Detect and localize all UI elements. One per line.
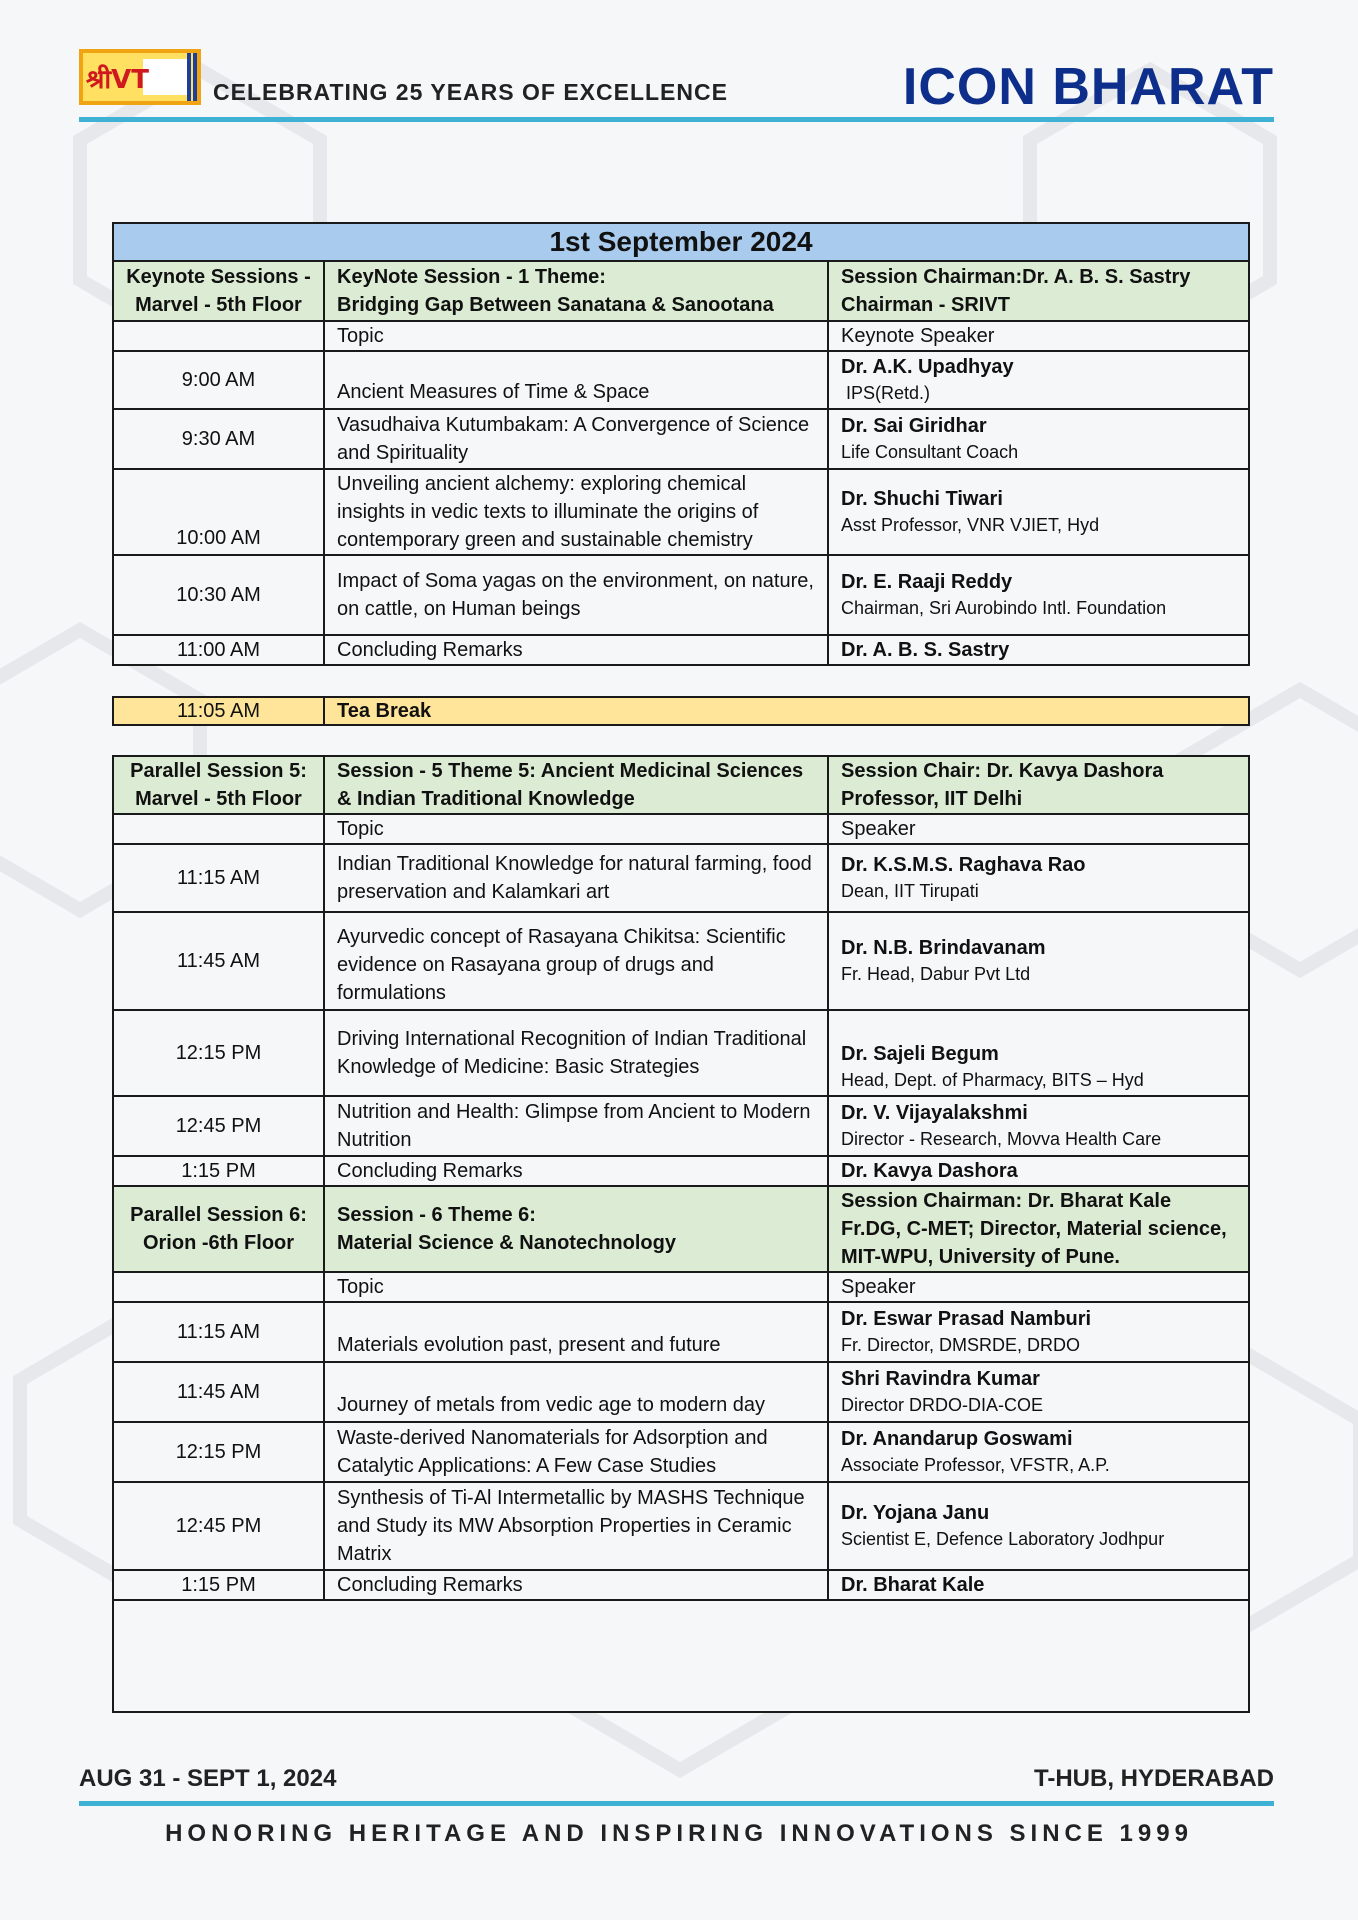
speaker-cell xyxy=(828,1482,1249,1570)
time-cell: 11:45 AM xyxy=(113,1362,324,1422)
time-cell: 1:15 PM xyxy=(113,1156,324,1186)
speaker-cell xyxy=(828,351,1249,409)
speaker-name: Dr. A.K. Upadhyay xyxy=(841,356,1014,378)
session-theme-line: Session - 6 Theme 6: xyxy=(337,1204,536,1226)
event-dates: AUG 31 - SEPT 1, 2024 xyxy=(79,1765,337,1792)
table-row xyxy=(113,351,1249,409)
topic-cell: Concluding Remarks xyxy=(324,1570,828,1600)
topic-cell: Impact of Soma yagas on the environment, on nature, on cattle, on Human beings xyxy=(324,555,828,635)
time-column-header xyxy=(113,814,324,844)
session-chair-line: Chairman - SRIVT xyxy=(841,294,1010,316)
time-cell: 11:45 AM xyxy=(113,912,324,1010)
session-chair-line: Session Chair: Dr. Kavya Dashora xyxy=(841,760,1164,782)
session-chair xyxy=(828,1186,1249,1272)
speaker-affiliation: Fr. Director, DMSRDE, DRDO xyxy=(841,1335,1081,1355)
session-venue-line: Parallel Session 6: xyxy=(130,1204,307,1226)
table-row xyxy=(113,1570,1249,1600)
footer-divider xyxy=(79,1801,1274,1806)
speaker-name: Dr. E. Raaji Reddy xyxy=(841,571,1013,593)
session-chair xyxy=(828,756,1249,814)
topic-cell: Vasudhaiva Kutumbakam: A Convergence of Science and Spirituality xyxy=(324,409,828,469)
topic-column-header: Topic xyxy=(324,814,828,844)
speaker-name: Dr. Bharat Kale xyxy=(841,1574,985,1596)
speaker-affiliation: Dean, IIT Tirupati xyxy=(841,881,979,901)
session-header-row xyxy=(113,756,1249,814)
time-cell: 12:45 PM xyxy=(113,1482,324,1570)
table-row xyxy=(113,844,1249,912)
speaker-affiliation: Director - Research, Movva Health Care xyxy=(841,1129,1162,1149)
session-theme xyxy=(324,1186,828,1272)
table-row xyxy=(113,1010,1249,1096)
header-divider xyxy=(79,117,1274,122)
event-location: T-HUB, HYDERABAD xyxy=(1034,1765,1274,1792)
speaker-affiliation: Asst Professor, VNR VJIET, Hyd xyxy=(841,515,1100,535)
session-venue-line: Orion -6th Floor xyxy=(142,1232,295,1254)
table-row xyxy=(113,1422,1249,1482)
empty-cell xyxy=(113,1600,1249,1712)
topic-column-header: Topic xyxy=(324,1272,828,1302)
tagline: CELEBRATING 25 YEARS OF EXCELLENCE xyxy=(213,79,728,105)
session-theme xyxy=(324,261,828,321)
session-header-row xyxy=(113,261,1249,321)
topic-cell: Concluding Remarks xyxy=(324,635,828,665)
speaker-cell xyxy=(828,1422,1249,1482)
speaker-name: Dr. Sai Giridhar xyxy=(841,415,987,437)
speaker-column-header: Keynote Speaker xyxy=(828,321,1249,351)
time-cell: 9:00 AM xyxy=(113,351,324,409)
session-venue xyxy=(113,1186,324,1272)
footer-motto: HONORING HERITAGE AND INSPIRING INNOVATIONS SINCE 1999 xyxy=(165,1820,1193,1847)
speaker-name: Dr. Shuchi Tiwari xyxy=(841,488,1003,510)
topic-cell: Ancient Measures of Time & Space xyxy=(324,351,828,409)
session-venue: Keynote Sessions - Marvel - 5th Floor xyxy=(113,261,324,321)
time-cell: 9:30 AM xyxy=(113,409,324,469)
speaker-name: Dr. Yojana Janu xyxy=(841,1502,990,1524)
column-header-row xyxy=(113,814,1249,844)
speaker-cell xyxy=(828,1096,1249,1156)
topic-cell: Waste-derived Nanomaterials for Adsorption and Catalytic Applications: A Few Case Studies xyxy=(324,1422,828,1482)
srivt-logo xyxy=(79,49,201,105)
date-header-row xyxy=(113,223,1249,261)
topic-column-header: Topic xyxy=(324,321,828,351)
topic-cell: Journey of metals from vedic age to modern day xyxy=(324,1362,828,1422)
speaker-name: Dr. K.S.M.S. Raghava Rao xyxy=(841,854,1086,876)
session-chair-line: Session Chairman:Dr. A. B. S. Sastry xyxy=(841,266,1191,288)
column-header-row xyxy=(113,321,1249,351)
parallel-sessions-table xyxy=(112,755,1250,1713)
speaker-name: Dr. N.B. Brindavanam xyxy=(841,937,1046,959)
table-row xyxy=(113,469,1249,555)
session-theme-line: Bridging Gap Between Sanatana & Sanootana xyxy=(337,294,774,316)
topic-cell: Synthesis of Ti-Al Intermetallic by MASHS Technique and Study its MW Absorption Properties in Ceramic Matrix xyxy=(324,1482,828,1570)
speaker-affiliation: IPS(Retd.) xyxy=(841,383,931,403)
logo-text: श्रीVT xyxy=(86,65,149,95)
column-header-row xyxy=(113,1272,1249,1302)
speaker-name: Dr. V. Vijayalakshmi xyxy=(841,1102,1028,1124)
session-theme xyxy=(324,756,828,814)
table-row xyxy=(113,555,1249,635)
table-row xyxy=(113,1302,1249,1362)
session-theme-line: & Indian Traditional Knowledge xyxy=(337,788,635,810)
table-row xyxy=(113,1156,1249,1186)
brand-title: ICON BHARAT xyxy=(902,58,1274,116)
speaker-cell xyxy=(828,1362,1249,1422)
speaker-affiliation: Life Consultant Coach xyxy=(841,442,1019,462)
session-theme-line: KeyNote Session - 1 Theme: xyxy=(337,266,606,288)
speaker-cell xyxy=(828,469,1249,555)
time-cell: 12:15 PM xyxy=(113,1010,324,1096)
speaker-name: Shri Ravindra Kumar xyxy=(841,1368,1040,1390)
time-cell: 11:15 AM xyxy=(113,1302,324,1362)
speaker-cell xyxy=(828,555,1249,635)
speaker-name: Dr. Anandarup Goswami xyxy=(841,1428,1073,1450)
speaker-name: Dr. Kavya Dashora xyxy=(841,1160,1018,1182)
session-header-row xyxy=(113,1186,1249,1272)
table-row xyxy=(113,1096,1249,1156)
table-row xyxy=(113,1362,1249,1422)
topic-cell: Concluding Remarks xyxy=(324,1156,828,1186)
speaker-affiliation: Fr. Head, Dabur Pvt Ltd xyxy=(841,964,1031,984)
time-cell: 12:45 PM xyxy=(113,1096,324,1156)
speaker-affiliation: Associate Professor, VFSTR, A.P. xyxy=(841,1455,1110,1475)
keynote-schedule-table xyxy=(112,222,1250,666)
table-row xyxy=(113,1482,1249,1570)
speaker-name: Dr. Sajeli Begum xyxy=(841,1043,999,1065)
tea-break-label: Tea Break xyxy=(324,697,1249,725)
session-chair-line: Professor, IIT Delhi xyxy=(841,788,1023,810)
time-cell: 10:00 AM xyxy=(113,469,324,555)
time-column-header xyxy=(113,321,324,351)
time-cell: 12:15 PM xyxy=(113,1422,324,1482)
time-column-header xyxy=(113,1272,324,1302)
speaker-affiliation: Head, Dept. of Pharmacy, BITS – Hyd xyxy=(841,1070,1144,1090)
speaker-cell xyxy=(828,1156,1249,1186)
time-cell: 10:30 AM xyxy=(113,555,324,635)
speaker-column-header: Speaker xyxy=(828,1272,1249,1302)
speaker-cell xyxy=(828,635,1249,665)
speaker-cell xyxy=(828,912,1249,1010)
tea-break-table xyxy=(112,696,1250,726)
speaker-affiliation: Director DRDO-DIA-COE xyxy=(841,1395,1044,1415)
topic-cell: Materials evolution past, present and future xyxy=(324,1302,828,1362)
speaker-affiliation: Scientist E, Defence Laboratory Jodhpur xyxy=(841,1529,1165,1549)
session-venue xyxy=(113,756,324,814)
speaker-name: Dr. Eswar Prasad Namburi xyxy=(841,1308,1092,1330)
session-theme-line: Material Science & Nanotechnology xyxy=(337,1232,676,1254)
topic-cell: Nutrition and Health: Glimpse from Ancient to Modern Nutrition xyxy=(324,1096,828,1156)
time-cell: 11:00 AM xyxy=(113,635,324,665)
session-theme-line: Session - 5 Theme 5: Ancient Medicinal Sciences xyxy=(337,760,804,782)
time-cell: 1:15 PM xyxy=(113,1570,324,1600)
tea-break-row xyxy=(113,697,1249,725)
table-row xyxy=(113,912,1249,1010)
date-title: 1st September 2024 xyxy=(113,223,1249,261)
table-row xyxy=(113,409,1249,469)
topic-cell: Indian Traditional Knowledge for natural farming, food preservation and Kalamkari art xyxy=(324,844,828,912)
table-row xyxy=(113,635,1249,665)
speaker-cell xyxy=(828,409,1249,469)
speaker-affiliation: Chairman, Sri Aurobindo Intl. Foundation xyxy=(841,598,1167,618)
topic-cell: Driving International Recognition of Indian Traditional Knowledge of Medicine: Basic Strategies xyxy=(324,1010,828,1096)
topic-cell: Unveiling ancient alchemy: exploring chemical insights in vedic texts to illuminate the origins of contemporary green and sustainable chemistry xyxy=(324,469,828,555)
speaker-cell xyxy=(828,1010,1249,1096)
time-cell: 11:15 AM xyxy=(113,844,324,912)
speaker-cell xyxy=(828,844,1249,912)
session-venue-line: Parallel Session 5: xyxy=(130,760,307,782)
speaker-cell xyxy=(828,1302,1249,1362)
speaker-name: Dr. A. B. S. Sastry xyxy=(841,639,1010,661)
session-chair xyxy=(828,261,1249,321)
empty-row xyxy=(113,1600,1249,1712)
speaker-cell xyxy=(828,1570,1249,1600)
session-chair-line: MIT-WPU, University of Pune. xyxy=(841,1246,1120,1268)
session-chair-line: Fr.DG, C-MET; Director, Material science, xyxy=(841,1218,1227,1240)
topic-cell: Ayurvedic concept of Rasayana Chikitsa: Scientific evidence on Rasayana group of drugs and formulations xyxy=(324,912,828,1010)
session-venue-line: Marvel - 5th Floor xyxy=(135,788,302,810)
session-chair-line: Session Chairman: Dr. Bharat Kale xyxy=(841,1190,1172,1212)
tea-break-time: 11:05 AM xyxy=(113,697,324,725)
speaker-column-header: Speaker xyxy=(828,814,1249,844)
